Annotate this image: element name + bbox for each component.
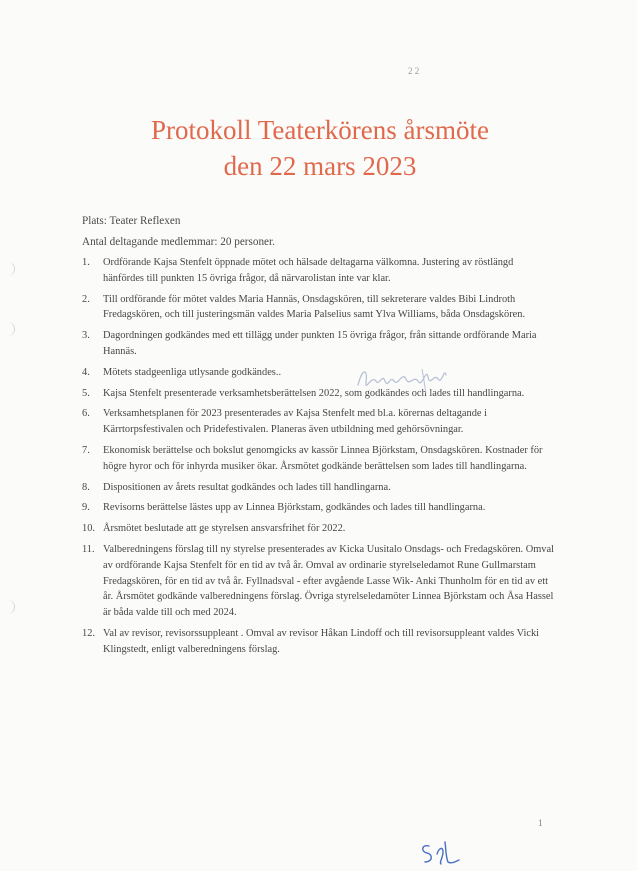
top-mark: 2 2 [408,66,420,76]
item-text: Mötets stadgeenliga utlysande godkändes.. [103,366,282,378]
item-text: Verksamhetsplanen för 2023 presenterades av Kajsa Stenfelt med bl.a. körernas deltagande i Kärrtorpsfestivalen och Pridefestivalen. Planeras även utbildning med gehörsövningar. [103,408,488,436]
punch-hole-mark [0,322,15,336]
agenda-item [82,443,554,475]
item-text: Dispositionen av årets resultat godkändes och lades till handlingarna. [103,481,391,493]
agenda-item [82,480,554,496]
punch-hole-mark [0,262,15,276]
item-number: 6. [82,408,90,420]
title-line-2: den 22 mars 2023 [223,151,417,181]
meeting-place: Plats: Teater Reflexen [82,215,181,227]
item-text: Valberedningens förslag till ny styrelse presenterades av Kicka Uusitalo Onsdags- och Fredagskören. Omval av ordförande Kajsa Stenfelt för en tid av två år. Omval av ordinarie styrelseledamot Rune Gullmarstam Fredagskören, för en tid av två år. Fyllnadsval - efter avgående Lasse Wik- Anki Thunholm för en tid av ett år. Årsmötet godkände valberedningens förslag. Övriga styrelseledamöter Linnea Björkstam och Åsa Hassel är båda valde till och med 2024. [103,543,555,619]
agenda-item [82,386,554,402]
item-text: Dagordningen godkändes med ett tillägg under punkten 15 övriga frågor, från sittande ordförande Maria Hannäs. [103,330,537,357]
item-number: 2. [82,293,90,305]
item-number: 5. [82,387,90,399]
item-text: Val av revisor, revisorssuppleant . Omval av revisor Håkan Lindoff och till revisorsuppleant valdes Vicki Klingstedt, enligt valberedningens förslag. [103,627,540,655]
agenda-item [82,406,554,438]
agenda-item [82,328,554,360]
agenda-item [82,365,554,381]
title-line-1: Protokoll Teaterkörens årsmöte [150,115,490,145]
item-number: 12. [82,627,95,639]
item-number: 1. [82,257,90,268]
item-text: Till ordförande för mötet valdes Maria Hannäs, Onsdagskören, till sekreterare valdes Bibi Lindroth Fredagskören, och till justeringsmän valdes Maria Palselius samt Ylva Williams, båda Onsdagskören. [103,293,526,321]
item-number: 8. [82,481,90,493]
item-number: 4. [82,366,90,378]
agenda-list [82,255,554,663]
agenda-item [82,500,554,516]
document-title [60,112,580,184]
item-number: 11. [82,543,95,555]
handwritten-initials [419,838,461,868]
item-number: 3. [82,330,90,342]
item-number: 7. [82,444,90,456]
agenda-item [82,292,554,324]
page-number: 1 [538,818,543,828]
item-text: Ordförande Kajsa Stenfelt öppnade mötet och hälsade deltagarna välkomna. Justering av röstlängd hänfördes till punkten 15 övriga frågor, då närvarolistan inte var klar. [103,257,514,284]
item-text: Ekonomisk berättelse och bokslut genomgicks av kassör Linnea Björkstam, Onsdagskören. Kostnader för högre hyror och för inhyrda musiker ökar. Årsmötet godkände berättelsen som lades till handlingarna. [103,444,543,472]
item-text: Årsmötet beslutade att ge styrelsen ansvarsfrihet för 2022. [103,523,346,535]
item-number: 9. [82,502,90,514]
punch-hole-mark [0,600,15,614]
agenda-item [82,255,554,287]
item-text: Revisorns berättelse lästes upp av Linnea Björkstam, godkändes och lades till handlingarna. [103,502,486,514]
handwritten-signature [352,363,452,397]
item-number: 10. [82,523,95,535]
item-text: Kajsa Stenfelt presenterade verksamhetsberättelsen 2022, som godkändes och lades till handlingarna. [103,387,525,399]
agenda-item [82,521,554,537]
agenda-item [82,626,554,658]
agenda-item [82,542,554,621]
attendance-count: Antal deltagande medlemmar: 20 personer. [82,236,275,248]
